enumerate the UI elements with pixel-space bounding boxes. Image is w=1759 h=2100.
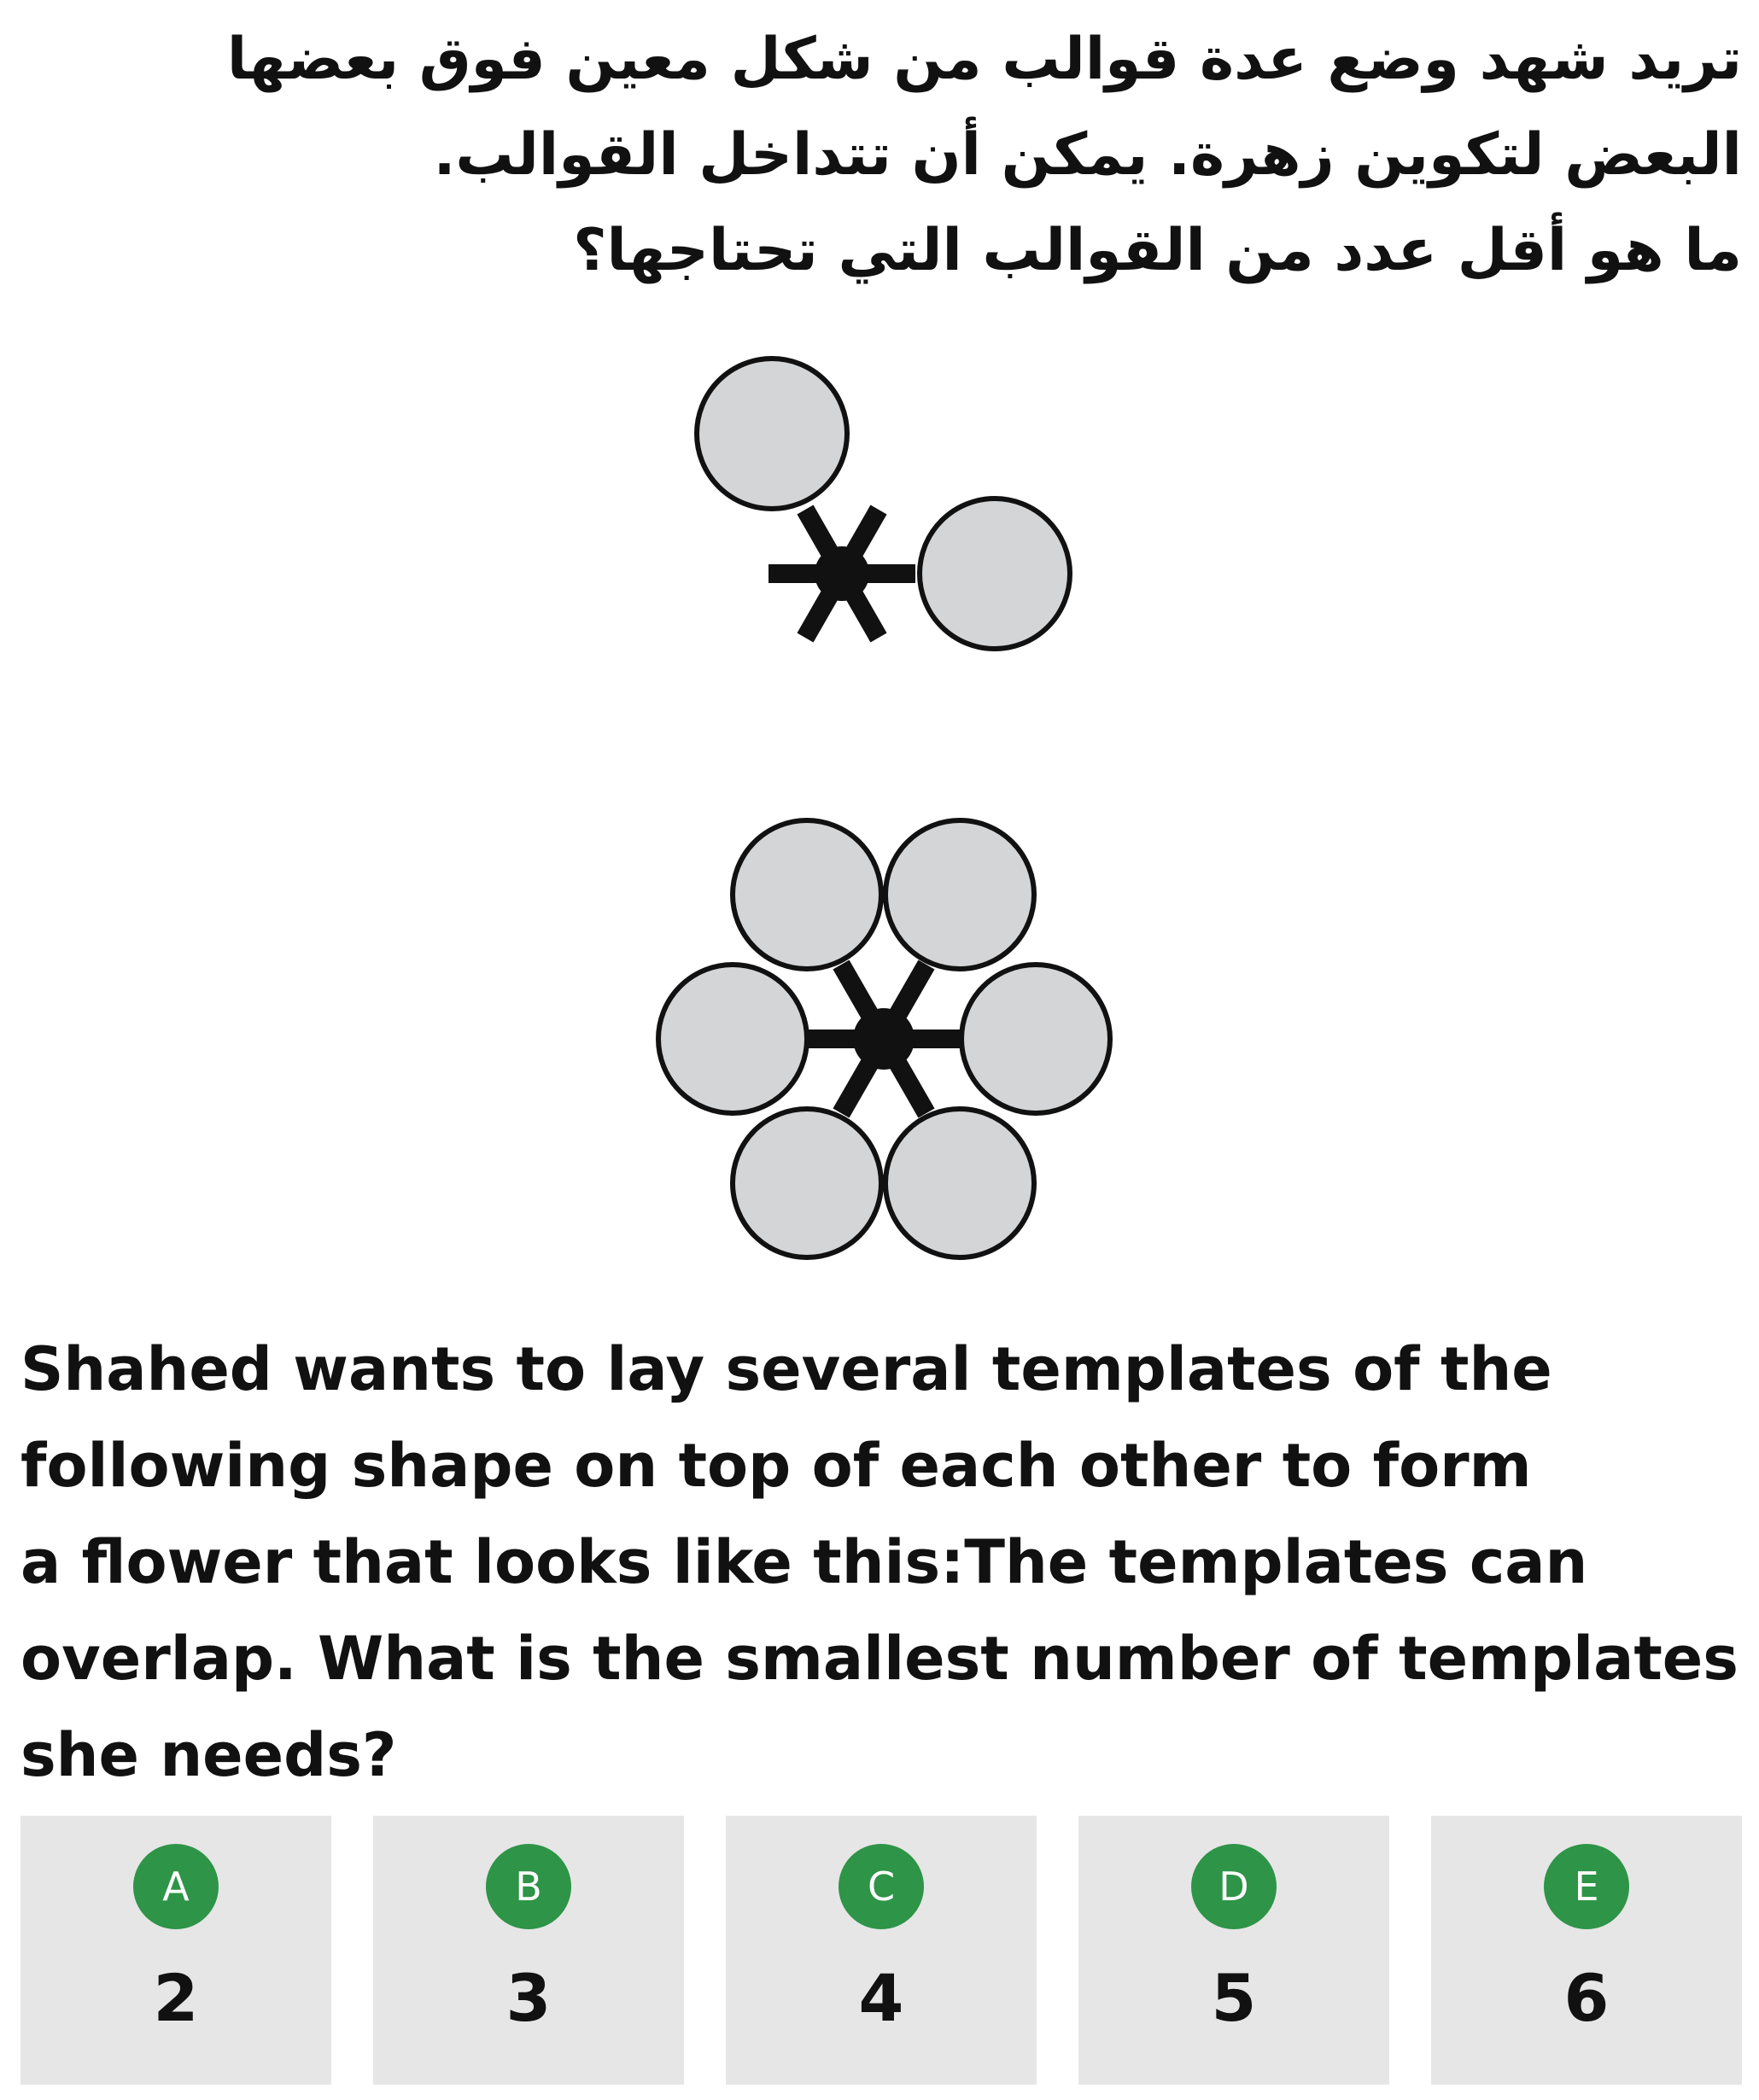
option-letter-badge: E [1544, 1844, 1629, 1929]
english-line: she needs? [20, 1720, 397, 1790]
option-letter-badge: C [839, 1844, 924, 1929]
english-line: a flower that looks like this:The templates can [20, 1527, 1588, 1597]
option-letter-badge: D [1191, 1844, 1277, 1929]
option-letter-badge: A [133, 1844, 219, 1929]
template-petal [920, 499, 1070, 649]
option-value: 3 [505, 1960, 552, 2036]
flower-petal [733, 1109, 881, 1257]
answer-options [20, 1816, 1745, 2085]
arabic-line: تريد شهد وضع عدة قوالب من شكل معين فوق بعضها [226, 26, 1742, 93]
option-value: 4 [858, 1960, 904, 2036]
flower-petal [885, 820, 1034, 969]
option-a[interactable] [20, 1816, 331, 2085]
template-petal [697, 359, 847, 509]
option-value: 6 [1563, 1960, 1610, 2036]
arabic-line: ما هو أقل عدد من القوالب التي تحتاجها؟ [573, 217, 1742, 284]
english-line: Shahed wants to lay several templates of the [20, 1334, 1552, 1404]
option-value: 2 [153, 1960, 199, 2036]
option-d[interactable] [1078, 1816, 1389, 2085]
flower-shape [658, 820, 1110, 1257]
flower-petal [885, 1109, 1034, 1257]
flower-hub [853, 1008, 915, 1070]
english-line: following shape on top of each other to form [20, 1431, 1532, 1501]
option-letter-badge: B [486, 1844, 571, 1929]
flower-petal [658, 965, 807, 1113]
template-hub [815, 546, 869, 601]
arabic-line: البعض لتكوين زهرة. يمكن أن تتداخل القوالب. [433, 121, 1742, 189]
template-shape [697, 359, 1070, 649]
option-b[interactable] [373, 1816, 684, 2085]
option-value: 5 [1211, 1960, 1257, 2036]
option-e[interactable] [1431, 1816, 1742, 2085]
option-c[interactable] [726, 1816, 1037, 2085]
flower-petal [733, 820, 881, 969]
english-line: overlap. What is the smallest number of templates [20, 1624, 1739, 1694]
flower-petal [961, 965, 1110, 1113]
question-text-english [20, 1321, 1739, 1804]
